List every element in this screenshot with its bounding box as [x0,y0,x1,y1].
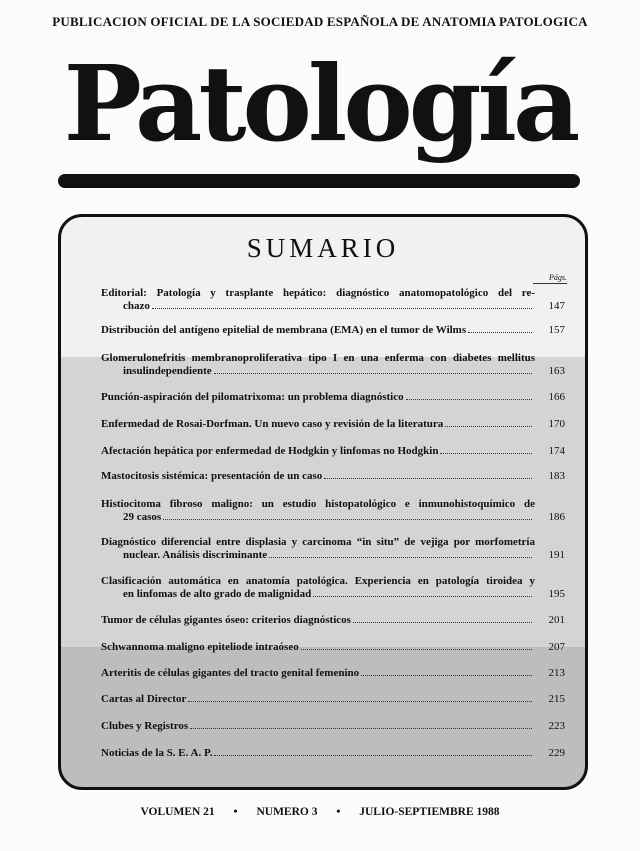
toc-entry-title: Punción-aspiración del pilomatrixoma: un problema diagnóstico [101,391,404,403]
leader-dots [313,596,532,597]
toc-entry-page: 191 [548,549,565,561]
toc-entry [101,641,565,654]
leader-dots [301,649,532,650]
leader-dots [214,373,532,374]
toc-entry-page: 183 [548,470,565,482]
toc-entry-title: Clubes y Registros [101,720,189,732]
leader-dots [468,332,532,333]
toc-entry-title: Afectación hepática por enfermedad de Hodgkin y linfomas no Hodgkin [101,445,439,457]
toc-entry [101,614,565,627]
toc-entry-title: Mastocitosis sistémica: presentación de un caso [101,470,323,482]
toc-entry-title: Editorial: Patología y trasplante hepático: diagnóstico anatomopatológico del re- [101,287,535,299]
leader-dots [188,701,532,702]
toc-entry [101,418,565,431]
leader-dots [353,622,532,623]
leader-dots [324,478,532,479]
issue-date-label: JULIO-SEPTIEMBRE 1988 [359,806,500,818]
toc-entry-page: 186 [548,511,565,523]
journal-logo-title: Patología [63,42,577,165]
toc-entry-page: 195 [548,588,565,600]
toc-entry-title: Distribución del antígeno epitelial de membrana (EMA) en el tumor de Wilms [101,324,467,336]
toc-entry-page: 213 [548,667,565,679]
toc-entry-page: 147 [548,300,565,312]
toc-entry [101,287,565,313]
leader-dots [440,453,532,454]
toc-entry [101,747,565,760]
leader-dots [214,755,532,756]
leader-dots [406,399,532,400]
logo-underline-bar [58,174,580,188]
toc-entry [101,391,565,404]
toc-entry-page: 207 [548,641,565,653]
leader-dots [269,557,532,558]
table-of-contents-panel [58,214,588,790]
toc-entry-title: Arteritis de células gigantes del tracto genital femenino [101,667,360,679]
toc-entry-page: 170 [548,418,565,430]
toc-entry [101,536,565,562]
bullet-separator: • [336,806,341,818]
toc-entry-title: Diagnóstico diferencial entre displasia y carcinoma “in situ” de vejiga por morfometría [101,536,535,548]
toc-heading: SUMARIO [246,233,400,263]
toc-entry-page: 229 [548,747,565,759]
toc-entry [101,352,565,378]
toc-entry-page: 223 [548,720,565,732]
toc-entry-title: Schwannoma maligno epiteliode intraóseo [101,641,299,653]
issue-number-label: NUMERO 3 [256,806,318,818]
toc-entry-title: Glomerulonefritis membranoproliferativa tipo I en una enferma con diabetes mellitus [101,352,535,364]
toc-entry-title-cont: en linfomas de alto grado de malignidad [123,588,312,600]
toc-entry-title: Noticias de la S. E. A. P. [101,747,213,759]
toc-entry-page: 215 [548,693,565,705]
toc-entry-title: Clasificación automática en anatomía patológica. Experiencia en patología tiroidea y [101,575,535,587]
toc-entry-page: 201 [548,614,565,626]
toc-entry [101,470,565,483]
toc-entry-title-cont: nuclear. Análisis discriminante [123,549,268,561]
toc-entry [101,693,565,706]
issue-info-footer [0,806,640,818]
toc-entry-title-cont: chazo [123,300,150,312]
leader-dots [152,308,532,309]
toc-entry-title: Histiocitoma fibroso maligno: un estudio histopatológico e inmunohistoquímico de [101,498,535,510]
leader-dots [190,728,532,729]
leader-dots [361,675,532,676]
toc-entry-title: Cartas al Director [101,693,187,705]
leader-dots [445,426,532,427]
toc-entry [101,324,565,337]
leader-dots [163,519,532,520]
toc-entry [101,445,565,458]
bullet-separator: • [233,806,238,818]
toc-entry [101,667,565,680]
publisher-line: PUBLICACION OFICIAL DE LA SOCIEDAD ESPAÑOLA DE ANATOMIA PATOLOGICA [52,14,588,29]
toc-entry [101,498,565,524]
pages-column-label: Págs. [533,273,567,284]
toc-entry-title: Tumor de células gigantes óseo: criterios diagnósticos [101,614,351,626]
volume-label: VOLUMEN 21 [140,806,215,818]
toc-entry [101,720,565,733]
toc-entry-title-cont: 29 casos [123,511,162,523]
toc-entry-page: 163 [548,365,565,377]
toc-entry [101,575,565,601]
toc-entry-page: 174 [548,445,565,457]
toc-entry-title: Enfermedad de Rosai-Dorfman. Un nuevo caso y revisión de la literatura [101,418,444,430]
toc-entry-title-cont: insulindependiente [123,365,212,377]
toc-entry-page: 166 [548,391,565,403]
toc-entry-page: 157 [548,324,565,336]
